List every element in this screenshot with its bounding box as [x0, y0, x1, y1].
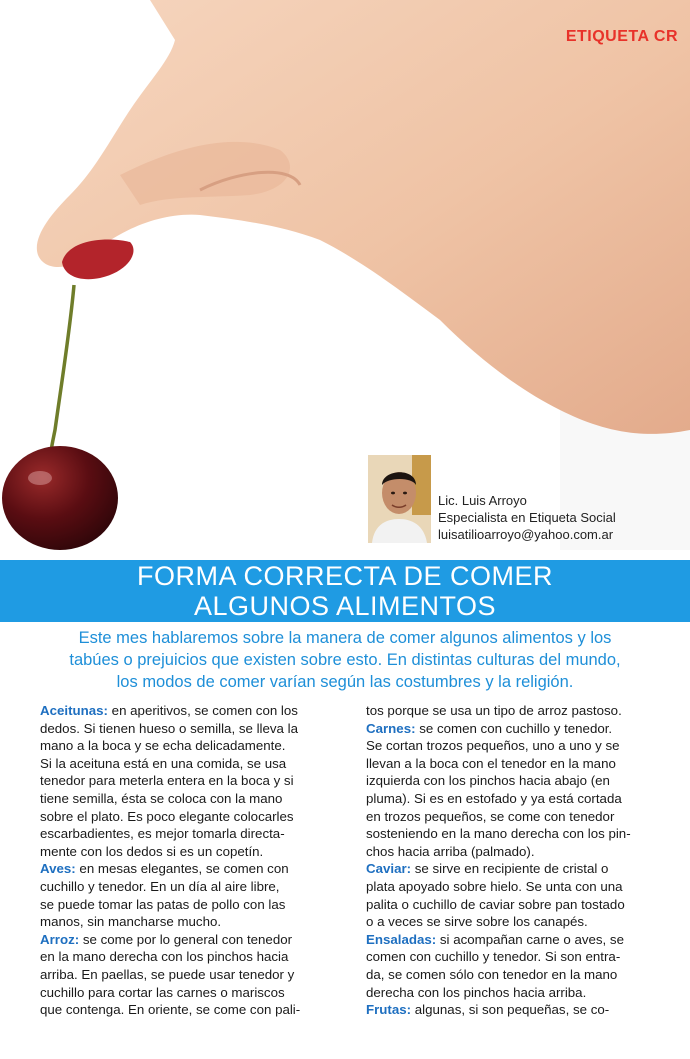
text-line: tenedor para meterla entera en la boca y si: [40, 773, 294, 789]
text-line: plata apoyado sobre hielo. Se unta con una: [366, 878, 623, 894]
text-line: tos porque se usa un tipo de arroz pastoso.: [366, 703, 622, 718]
keyword-aceitunas: Aceitunas:: [40, 703, 108, 718]
section-tag: ETIQUETA CR: [565, 28, 678, 45]
author-block: [438, 492, 688, 543]
text-line: izquierda con los pinchos hacia abajo (en: [366, 773, 610, 789]
keyword-arroz: Arroz:: [40, 931, 80, 947]
keyword-frutas: Frutas:: [366, 1002, 412, 1018]
paragraph-caviar: Caviar: se sirve en recipiente de cristal o: [366, 861, 609, 877]
text-line: o a veces se sirve sobre los canapés.: [366, 914, 588, 930]
keyword-aves: Aves:: [40, 861, 76, 877]
text-line: arriba. En paellas, se puede usar tenedor y: [40, 966, 295, 982]
text-line: llevan a la boca con el tenedor en la mano: [366, 755, 616, 771]
text-line: mente con los dedos si es un copetín.: [40, 843, 264, 859]
text-line: cuchillo y tenedor. En un día al aire libre,: [40, 878, 280, 894]
paragraph-aceitunas: Aceitunas: en aperitivos, se comen con los: [40, 703, 298, 718]
author-role: Especialista en Etiqueta Social: [438, 510, 616, 525]
article-title-line1: FORMA CORRECTA DE COMER: [136, 561, 554, 591]
text-line: Se cortan trozos pequeños, uno a uno y se: [366, 738, 620, 754]
text-line: sosteniendo en la mano derecha con los pin-: [366, 826, 631, 842]
text-line: da, se comen sólo con tenedor en la mano: [366, 966, 618, 982]
text-line: dedos. Si tienen hueso o semilla, se lleva la: [40, 720, 298, 736]
text-line: cuchillo para cortar las carnes o mariscos: [40, 984, 285, 1000]
paragraph-carnes: Carnes: se comen con cuchillo y tenedor.: [366, 720, 613, 736]
text-line: pluma). Si es en estofado y ya está cortada: [366, 790, 622, 806]
title-band: [0, 560, 690, 622]
text-line: mano a la boca y se echa delicadamente.: [40, 738, 286, 754]
intro-line: Este mes hablaremos sobre la manera de comer algunos alimentos y los: [78, 629, 612, 647]
paragraph-frutas: Frutas: algunas, si son pequeñas, se co-: [366, 1002, 610, 1018]
text-line: Si la aceituna está en una comida, se usa: [40, 755, 287, 771]
text-line: sobre el plato. Es poco elegante colocarles: [40, 808, 294, 824]
author-email: luisatilioarroyo@yahoo.com.ar: [438, 527, 614, 542]
author-name: Lic. Luis Arroyo: [438, 493, 527, 508]
text-line: manos, sin mancharse mucho.: [40, 914, 222, 930]
text-line: escarbadientes, es mejor tomarla directa-: [40, 826, 285, 842]
text-line: en la mano derecha con los pinchos hacia: [40, 949, 289, 965]
intro-line: los modos de comer varían según las costumbres y la religión.: [116, 673, 574, 691]
intro-line: tabúes o prejuicios que existen sobre esto. En distintas culturas del mundo,: [69, 651, 621, 669]
article-intro: [20, 627, 670, 693]
text-line: chos hacia arriba (palmado).: [366, 843, 535, 859]
author-photo: [368, 455, 431, 543]
keyword-ensaladas: Ensaladas:: [366, 931, 437, 947]
text-line: palita o cuchillo de caviar sobre pan tostado: [366, 896, 625, 912]
text-line: se puede tomar las patas de pollo con las: [40, 896, 286, 912]
text-line: comen con cuchillo y tenedor. Si son entra-: [366, 949, 621, 965]
keyword-carnes: Carnes:: [366, 720, 416, 736]
paragraph-ensaladas: Ensaladas: si acompañan carne o aves, se: [366, 931, 624, 947]
text-line: derecha con los pinchos hacia arriba.: [366, 984, 587, 1000]
text-line: en trozos pequeños, se come con tenedor: [366, 808, 615, 824]
article-column-left: [40, 702, 360, 1019]
article-column-right: [366, 702, 686, 1019]
text-line: tiene semilla, ésta se coloca con la mano: [40, 790, 283, 806]
keyword-caviar: Caviar:: [366, 861, 412, 877]
paragraph-arroz: Arroz: se come por lo general con tenedor: [40, 931, 293, 947]
paragraph-aves: Aves: en mesas elegantes, se comen con: [40, 861, 289, 877]
article-title-line2: ALGUNOS ALIMENTOS: [193, 591, 497, 621]
text-line: que contenga. En oriente, se come con pali-: [40, 1002, 301, 1018]
